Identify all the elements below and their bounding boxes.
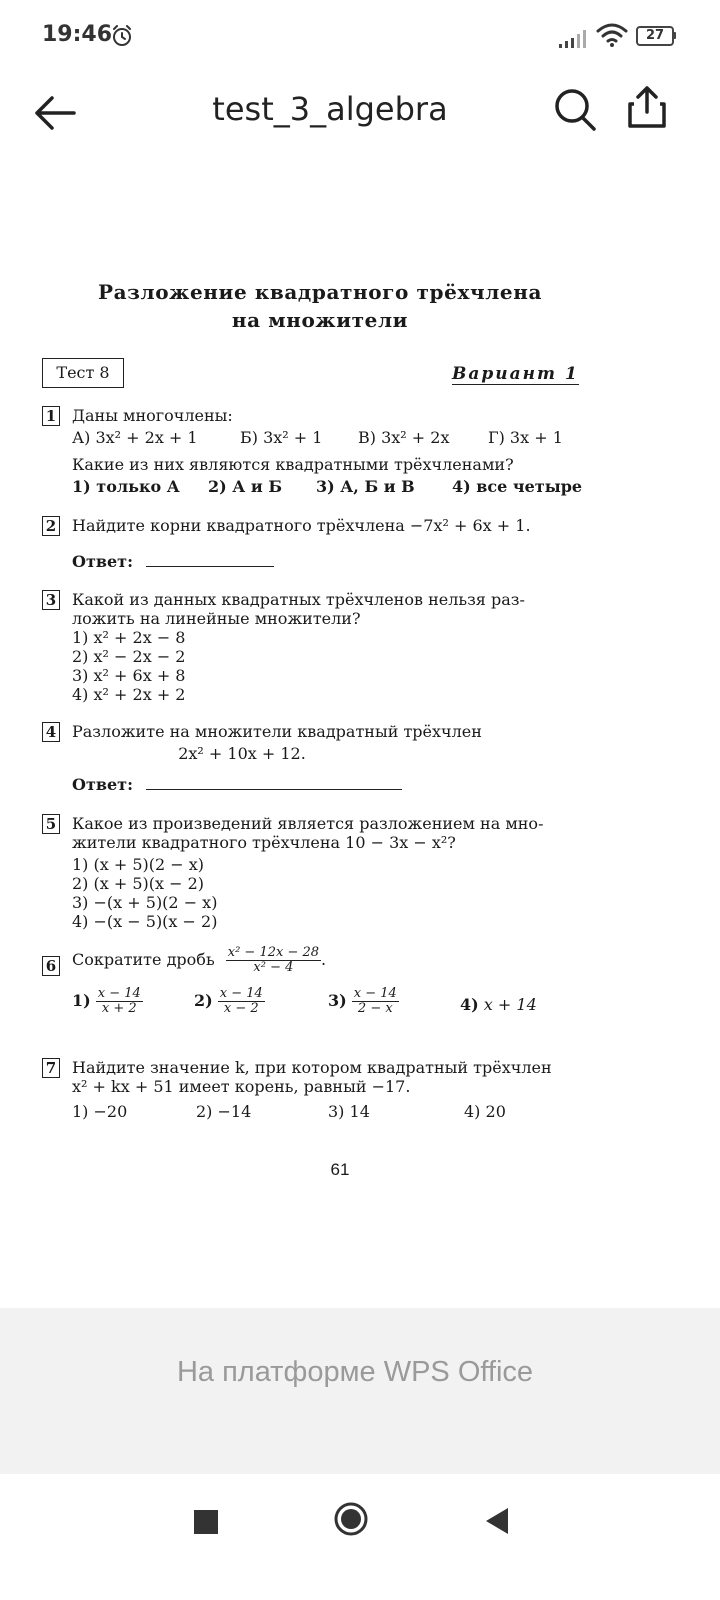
- footer-text: На платформе WPS Office: [176, 1356, 534, 1388]
- option-label: 3): [328, 991, 347, 1010]
- fraction: [226, 946, 321, 975]
- question-text: Даны многочлены:: [72, 406, 233, 425]
- question-number: 2: [42, 516, 60, 536]
- question-body: [72, 590, 582, 704]
- document-page: [40, 240, 660, 1220]
- question-text-row: Сократите дробь $\frac{\text{x² − 12x − 28}}{\text{x² − 4}}$ .: [72, 945, 327, 975]
- answer-field: [146, 789, 402, 790]
- fraction-numerator: x − 14: [219, 986, 263, 1001]
- document-title: test_3_algebra: [212, 90, 448, 128]
- list-item: 3) −(x + 5)(2 − x): [72, 893, 218, 912]
- list-item: 1) x² + 2x − 8: [72, 628, 186, 647]
- answer-options: [72, 987, 582, 1027]
- list-item: 2) x² − 2x − 2: [72, 647, 186, 666]
- list-item: 4) все четыре: [452, 477, 583, 496]
- page-heading: [40, 278, 600, 334]
- test-label: Тест 8: [42, 358, 124, 388]
- option-3: [328, 987, 399, 1016]
- option-2: [194, 987, 265, 1016]
- option-1: [72, 987, 143, 1016]
- system-nav-bar: [0, 1474, 720, 1600]
- question-text: Какое из произведений является разложением на мно-: [72, 814, 544, 833]
- option-value: x + 14: [483, 995, 537, 1014]
- question-text: x² + kx + 51 имеет корень, равный −17.: [72, 1077, 411, 1096]
- answer-label: Ответ:: [72, 775, 133, 794]
- list-item: 4) x² + 2x + 2: [72, 685, 186, 704]
- question-text: Найдите значение k, при котором квадратный трёхчлен: [72, 1058, 552, 1077]
- question-number: 5: [42, 814, 60, 834]
- list-item: 3) 14: [328, 1102, 370, 1121]
- list-item: 1) только А: [72, 477, 180, 496]
- fraction: [352, 987, 399, 1016]
- answer-row: [72, 775, 582, 794]
- question-body: [72, 1058, 582, 1124]
- status-time: 19:46: [42, 22, 113, 47]
- expression: 2x² + 10x + 12.: [178, 744, 306, 763]
- option-label: 4): [460, 995, 479, 1014]
- fraction: [218, 987, 265, 1016]
- alarm-icon: [110, 24, 134, 48]
- polynomial-list: [72, 428, 582, 450]
- list-item: 4) 20: [464, 1102, 506, 1121]
- question-text: Какие из них являются квадратными трёхчленами?: [72, 455, 514, 474]
- fraction-denominator: x − 2: [223, 1001, 259, 1016]
- answer-options: [72, 1102, 582, 1124]
- question-number: 6: [42, 956, 60, 976]
- recent-apps-button[interactable]: [194, 1510, 218, 1534]
- list-item: 2) А и Б: [208, 477, 282, 496]
- nav-back-button[interactable]: [484, 1506, 510, 1536]
- list-item: 4) −(x − 5)(x − 2): [72, 912, 218, 931]
- share-icon[interactable]: [626, 82, 668, 132]
- fraction-denominator: x² − 4: [253, 960, 294, 975]
- question-body: [72, 516, 582, 571]
- list-item: 1) (x + 5)(2 − x): [72, 855, 205, 874]
- back-arrow-icon[interactable]: [30, 88, 80, 138]
- fraction-denominator: 2 − x: [357, 1001, 393, 1016]
- heading-line-1: Разложение квадратного трёхчлена: [97, 280, 543, 304]
- question-number: 7: [42, 1058, 60, 1078]
- list-item: 3) А, Б и В: [316, 477, 415, 496]
- question-text: Разложите на множители квадратный трёхчлен: [72, 722, 482, 741]
- question-text: Сократите дробь: [72, 950, 215, 969]
- battery-tip: [673, 32, 676, 39]
- question-text: жители квадратного трёхчлена 10 − 3x − x²?: [72, 833, 456, 852]
- list-item: Б) 3x² + 1: [240, 428, 323, 447]
- option-4: [460, 995, 537, 1014]
- search-icon[interactable]: [552, 84, 598, 134]
- question-number: 1: [42, 406, 60, 426]
- answer-label: Ответ:: [72, 552, 133, 571]
- answer-field: [146, 566, 274, 567]
- question-body: [72, 814, 582, 931]
- list-item: Г) 3x + 1: [488, 428, 563, 447]
- question-body: [72, 722, 582, 794]
- heading-line-2: на множители: [231, 308, 409, 332]
- battery-indicator: [636, 26, 676, 46]
- question-number: 3: [42, 590, 60, 610]
- home-button[interactable]: [334, 1502, 368, 1536]
- option-label: 1): [72, 991, 91, 1010]
- page-number: 61: [330, 1160, 350, 1179]
- list-item: 2) −14: [196, 1102, 252, 1121]
- app-bar: [0, 68, 720, 158]
- question-number: 4: [42, 722, 60, 742]
- question-body: [72, 946, 582, 1027]
- variant-label: Вариант 1: [452, 364, 579, 384]
- list-item: 2) (x + 5)(x − 2): [72, 874, 205, 893]
- platform-footer: [0, 1308, 720, 1474]
- fraction-numerator: x² − 12x − 28: [227, 945, 320, 960]
- question-text: Какой из данных квадратных трёхчленов нельзя раз-: [72, 590, 525, 609]
- signal-icon: [558, 30, 586, 48]
- list-item: 1) −20: [72, 1102, 128, 1121]
- list-item: В) 3x² + 2x: [358, 428, 450, 447]
- wifi-icon: [596, 22, 628, 48]
- fraction-denominator: x + 2: [101, 1001, 137, 1016]
- option-label: 2): [194, 991, 213, 1010]
- answer-options: [72, 477, 582, 499]
- fraction-numerator: x − 14: [97, 986, 141, 1001]
- question-text: ложить на линейные множители?: [72, 609, 361, 628]
- question-body: [72, 406, 582, 499]
- battery-level: 27: [636, 26, 674, 46]
- question-text: Найдите корни квадратного трёхчлена −7x² + 6x + 1.: [72, 516, 531, 535]
- list-item: 3) x² + 6x + 8: [72, 666, 186, 685]
- fraction: [96, 987, 143, 1016]
- answer-row: [72, 552, 582, 571]
- fraction-numerator: x − 14: [353, 986, 397, 1001]
- list-item: А) 3x² + 2x + 1: [72, 428, 198, 447]
- status-bar: [0, 0, 720, 68]
